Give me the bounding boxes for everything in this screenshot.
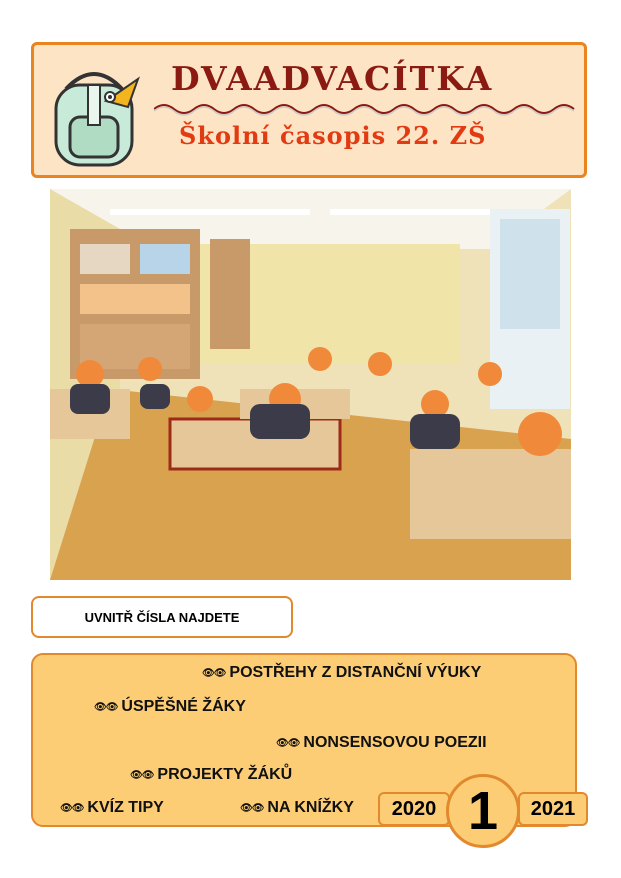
year-start: 2020 <box>378 792 450 826</box>
eyes-icon: 👁👁 <box>276 737 300 749</box>
eyes-icon: 👁👁 <box>94 701 118 713</box>
eyes-icon: 👁👁 <box>130 769 154 781</box>
toc-item-student-projects: 👁👁 PROJEKTY ŽÁKŮ <box>130 766 293 783</box>
issue-number: 1 <box>446 774 520 848</box>
toc-item-distance-learning: 👁👁 POSTŘEHY Z DISTANČNÍ VÝUKY <box>202 664 482 681</box>
eyes-icon: 👁👁 <box>202 667 226 679</box>
toc-item-quiz: 👁👁 KVÍZ TIPY <box>60 799 164 816</box>
eyes-icon: 👁👁 <box>240 802 264 814</box>
masthead <box>31 42 587 178</box>
toc-item-successful-students: 👁👁 ÚSPĚŠNÉ ŽÁKY <box>94 698 246 715</box>
inside-issue-label: UVNITŘ ČÍSLA NAJDETE <box>31 596 293 638</box>
toc-item-nonsense-poetry: 👁👁 NONSENSOVOU POEZII <box>276 734 487 751</box>
backpack-mascot-icon <box>48 59 140 169</box>
decorative-underline <box>154 101 584 117</box>
year-end: 2021 <box>518 792 588 826</box>
magazine-subtitle: Školní časopis 22. ZŠ <box>179 121 487 150</box>
eyes-icon: 👁👁 <box>60 802 84 814</box>
magazine-title: DVAADVACÍTKA <box>171 59 494 98</box>
toc-item-book-tips: 👁👁 NA KNÍŽKY <box>240 799 354 816</box>
classroom-photo <box>50 189 571 580</box>
